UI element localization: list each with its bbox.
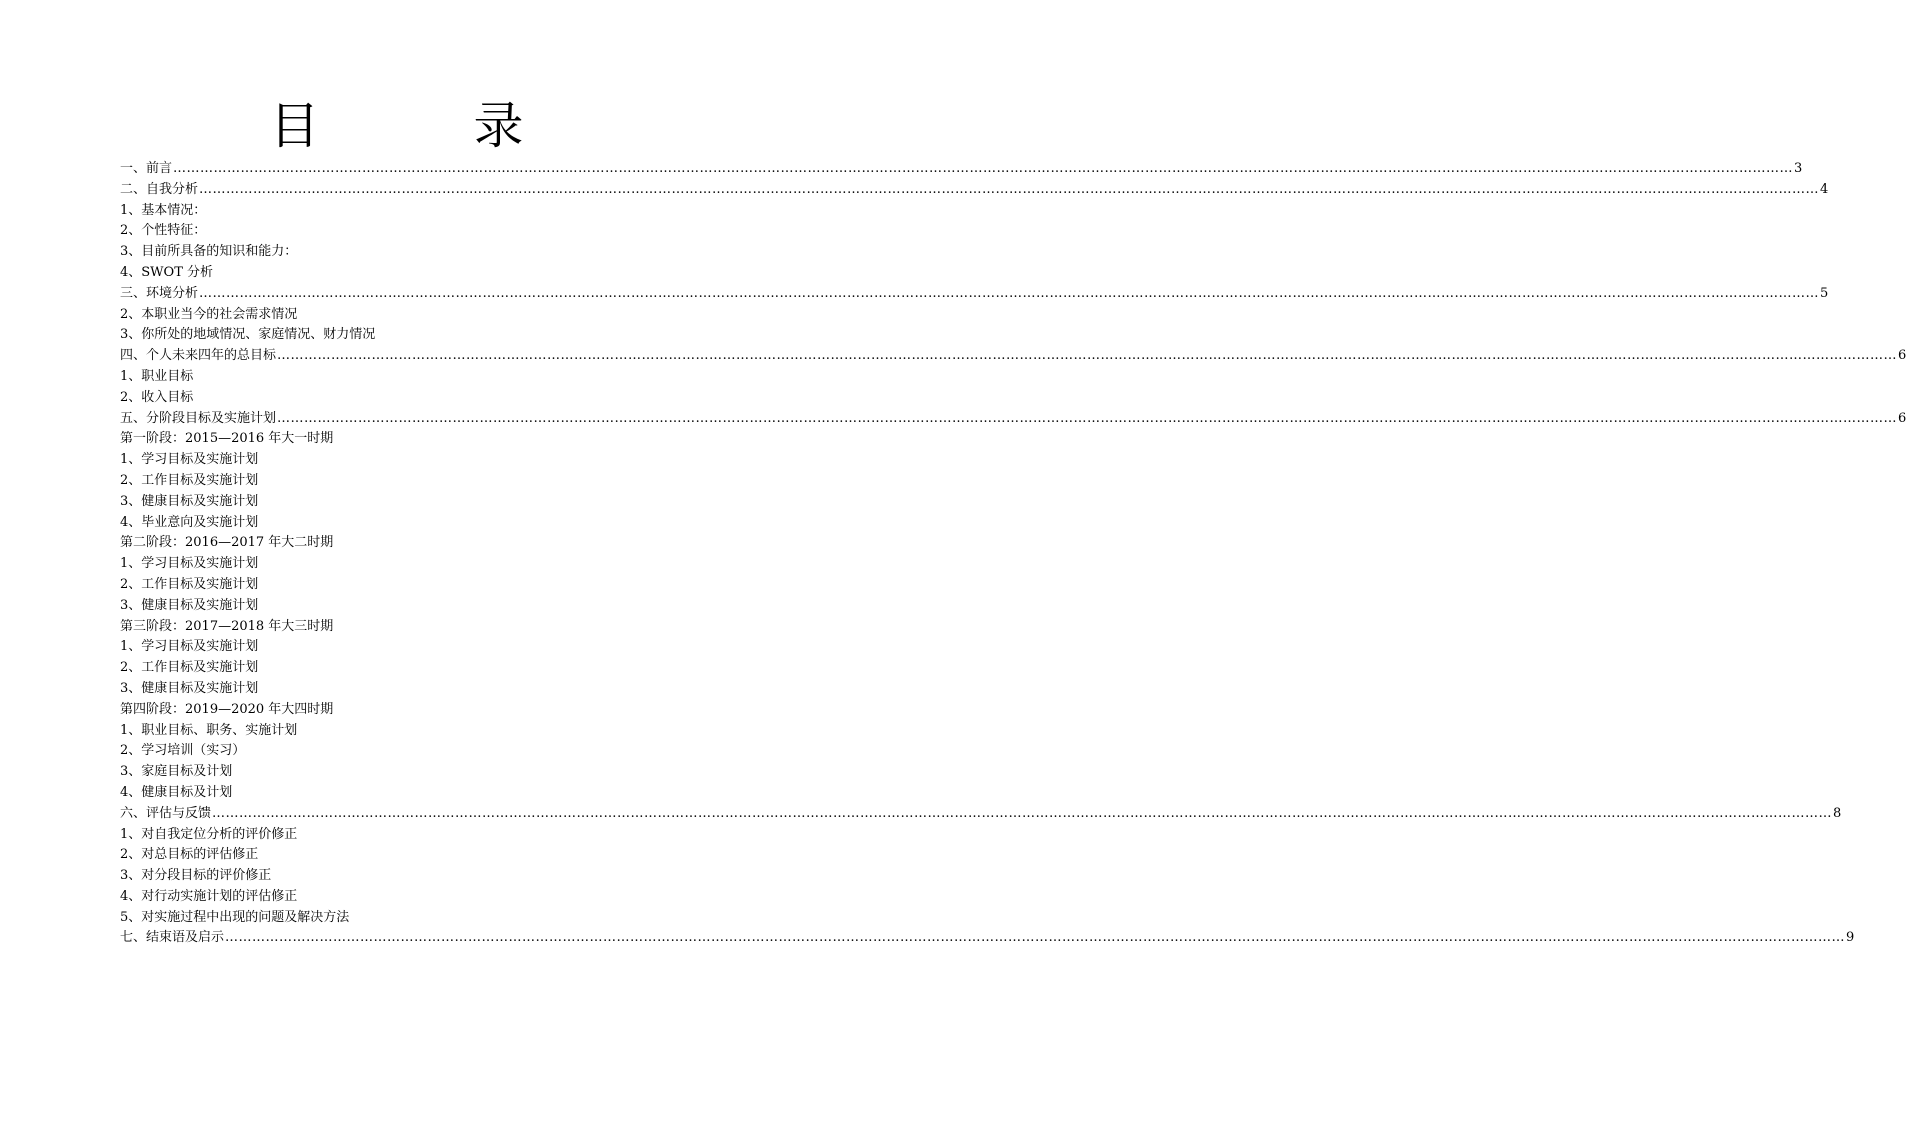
toc-entry[interactable] <box>120 596 590 617</box>
toc-entry-label: 1、学习目标及实施计划 <box>120 639 259 655</box>
toc-entry-label: 3、家庭目标及计划 <box>120 764 233 780</box>
toc-entry-label: 第四阶段：2019—2020 年大四时期 <box>120 701 334 717</box>
toc-entry-label: 1、职业目标 <box>120 368 194 384</box>
toc-entry[interactable] <box>120 513 590 534</box>
toc-page-number: 6 <box>1898 348 1906 364</box>
toc-entry-label: 4、毕业意向及实施计划 <box>120 514 259 530</box>
toc-entry[interactable] <box>120 762 590 783</box>
toc-entry[interactable] <box>120 721 590 742</box>
toc-entry-label: 二、自我分析 <box>120 181 199 197</box>
toc-entry-label: 3、目前所具备的知识和能力： <box>120 244 298 260</box>
toc-entry[interactable] <box>120 783 590 804</box>
toc-page-number: 9 <box>1846 930 1855 946</box>
toc-entry[interactable] <box>120 887 590 908</box>
toc-leader-dots: ……………………………………………………………………………………………………………………………………………………………………………………………………………………………………………………………………………………………………………………………… <box>199 181 1820 197</box>
table-of-contents <box>120 159 1906 949</box>
toc-entry[interactable] <box>120 679 590 700</box>
toc-entry[interactable] <box>120 429 590 450</box>
toc-entry-label: 5、对实施过程中出现的问题及解决方法 <box>120 909 350 925</box>
toc-entry-with-page[interactable] <box>120 928 1855 949</box>
toc-leader-dots: ……………………………………………………………………………………………………………………………………………………………………………………………………………………………………………………………………………………………………………………………… <box>212 805 1833 821</box>
toc-entry[interactable] <box>120 637 590 658</box>
toc-leader-dots: ……………………………………………………………………………………………………………………………………………………………………………………………………………………………………………………………………………………………………………………………… <box>225 930 1846 946</box>
toc-entry[interactable] <box>120 845 590 866</box>
toc-entry-label: 一、前言 <box>120 161 173 176</box>
toc-entry-label: 七、结束语及启示 <box>120 930 225 946</box>
toc-entry-label: 三、环境分析 <box>120 285 199 301</box>
toc-entry[interactable] <box>120 367 590 388</box>
toc-entry-label: 2、学习培训（实习） <box>120 743 246 759</box>
toc-leader-dots: ……………………………………………………………………………………………………………………………………………………………………………………………………………………………………………………………………………………………………………………………… <box>277 348 1898 364</box>
toc-entry-label: 1、职业目标、职务、实施计划 <box>120 722 298 738</box>
toc-entry-label: 第一阶段：2015—2016 年大一时期 <box>120 431 334 447</box>
toc-entry-with-page[interactable] <box>120 409 1906 430</box>
toc-entry-label: 4、健康目标及计划 <box>120 784 233 800</box>
toc-entry[interactable] <box>120 242 590 263</box>
toc-page-number: 4 <box>1820 181 1829 197</box>
toc-entry-label: 1、学习目标及实施计划 <box>120 556 259 572</box>
toc-entry[interactable] <box>120 825 590 846</box>
toc-entry-label: 四、个人未来四年的总目标 <box>120 348 277 364</box>
toc-entry[interactable] <box>120 263 590 284</box>
toc-entry-label: 3、健康目标及实施计划 <box>120 597 259 613</box>
toc-entry[interactable] <box>120 492 590 513</box>
toc-entry-with-page[interactable] <box>120 804 1842 825</box>
toc-entry[interactable] <box>120 533 590 554</box>
toc-entry-label: 3、健康目标及实施计划 <box>120 680 259 696</box>
toc-entry[interactable] <box>120 388 590 409</box>
toc-entry-label: 4、SWOT 分析 <box>120 264 213 280</box>
toc-entry[interactable] <box>120 554 590 575</box>
toc-entry-label: 2、工作目标及实施计划 <box>120 660 259 676</box>
toc-entry-label: 2、个性特征： <box>120 223 207 239</box>
toc-entry-label: 五、分阶段目标及实施计划 <box>120 410 277 426</box>
toc-entry[interactable] <box>120 617 590 638</box>
toc-leader-dots: ……………………………………………………………………………………………………………………………………………………………………………………………………………………………………………………………………………………………………………………………… <box>173 161 1794 176</box>
toc-entry[interactable] <box>120 700 590 721</box>
toc-entry-label: 3、健康目标及实施计划 <box>120 493 259 509</box>
toc-entry[interactable] <box>120 658 590 679</box>
toc-entry[interactable] <box>120 908 590 929</box>
page-title: 目 录 <box>269 97 576 155</box>
toc-page-number: 3 <box>1794 161 1803 176</box>
toc-entry-label: 3、对分段目标的评价修正 <box>120 868 272 884</box>
toc-entry-label: 1、学习目标及实施计划 <box>120 452 259 468</box>
toc-page-number: 5 <box>1820 285 1829 301</box>
toc-leader-dots: ……………………………………………………………………………………………………………………………………………………………………………………………………………………………………………………………………………………………………………………………… <box>277 410 1898 426</box>
toc-entry-label: 1、对自我定位分析的评价修正 <box>120 826 298 842</box>
toc-entry-label: 2、对总目标的评估修正 <box>120 847 259 863</box>
toc-entry[interactable] <box>120 201 590 222</box>
toc-entry[interactable] <box>120 741 590 762</box>
toc-entry-label: 1、基本情况： <box>120 202 207 218</box>
toc-entry-label: 第三阶段：2017—2018 年大三时期 <box>120 618 334 634</box>
toc-entry[interactable] <box>120 221 590 242</box>
toc-entry-with-page[interactable] <box>120 346 1906 367</box>
toc-entry-label: 六、评估与反馈 <box>120 805 212 821</box>
toc-entry[interactable] <box>120 575 590 596</box>
toc-entry-label: 2、工作目标及实施计划 <box>120 576 259 592</box>
toc-entry[interactable] <box>120 450 590 471</box>
toc-entry-with-page[interactable] <box>120 159 1803 180</box>
toc-entry-label: 2、本职业当今的社会需求情况 <box>120 306 298 322</box>
toc-leader-dots: ……………………………………………………………………………………………………………………………………………………………………………………………………………………………………………………………………………………………………………………………… <box>199 285 1820 301</box>
toc-page-number: 6 <box>1898 410 1906 426</box>
toc-entry-label: 第二阶段：2016—2017 年大二时期 <box>120 535 334 551</box>
toc-entry[interactable] <box>120 866 590 887</box>
toc-entry[interactable] <box>120 471 590 492</box>
toc-page-number: 8 <box>1833 805 1842 821</box>
toc-entry-label: 3、你所处的地域情况、家庭情况、财力情况 <box>120 327 376 343</box>
toc-entry-with-page[interactable] <box>120 180 1829 201</box>
toc-entry-label: 2、收入目标 <box>120 389 194 405</box>
toc-entry-with-page[interactable] <box>120 284 1829 305</box>
toc-entry[interactable] <box>120 305 590 326</box>
toc-entry[interactable] <box>120 325 590 346</box>
toc-entry-label: 4、对行动实施计划的评估修正 <box>120 888 298 904</box>
toc-entry-label: 2、工作目标及实施计划 <box>120 472 259 488</box>
